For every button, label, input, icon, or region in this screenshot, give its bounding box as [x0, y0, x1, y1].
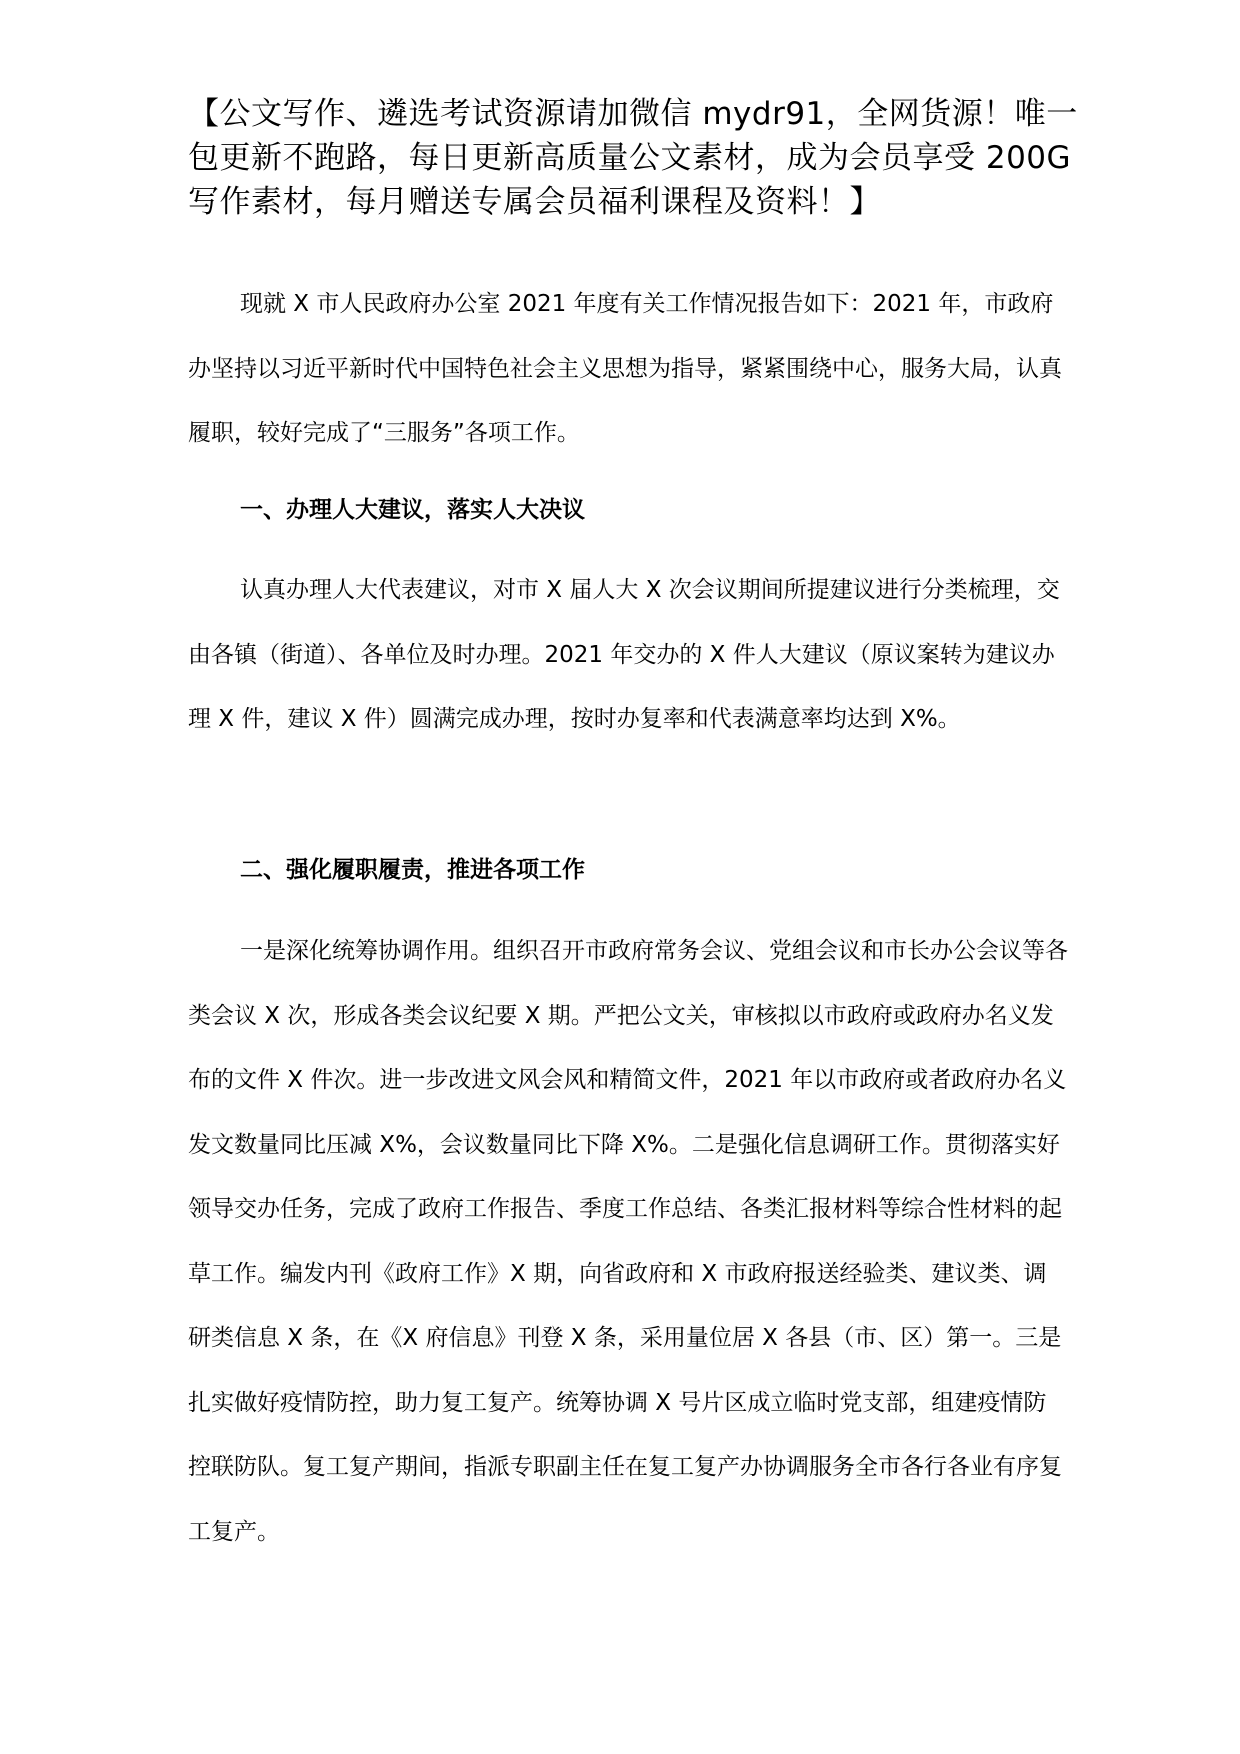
section-2-body — [188, 919, 1068, 1564]
section-1-body — [188, 558, 1068, 752]
intro-text: 现就 X 市人民政府办公室 2021 年度有关工作情况报告如下：2021 年，市政府办坚持以习近平新时代中国特色社会主义思想为指导，紧紧围绕中心，服务大局，认真履职，较好完成了“三服务”各项工作。 — [188, 291, 1062, 446]
section-2-paragraph: 一是深化统筹协调作用。组织召开市政府常务会议、党组会议和市长办公会议等各类会议 X 次，形成各类会议纪要 X 期。严把公文关，审核拟以市政府或政府办名义发布的文件 X 件次。进一步改进文风会风和精简文件，2021 年以市政府或者政府办名义发文数量同比压减 X%，会议数量同比下降 X%。二是强化信息调研工作。贯彻落实好领导交办任务，完成了政府工作报告、季度工作总结、各类汇报材料等综合性材料的起草工作。编发内刊《政府工作》X 期，向省政府和 X 市政府报送经验类、建议类、调研类信息 X 条，在《X 府信息》刊登 X 条，采用量位居 X 各县（市、区）第一。三是扎实做好疫情防控，助力复工复产。统筹协调 X 号片区成立临时党支部，组建疫情防控联防队。复工复产期间，指派专职副主任在复工复产办协调服务全市各行各业有序复工复产。 — [188, 938, 1068, 1545]
section-1-paragraph: 认真办理人大代表建议，对市 X 届人大 X 次会议期间所提建议进行分类梳理，交由各镇（街道）、各单位及时办理。2021 年交办的 X 件人大建议（原议案转为建议办理 X 件，建议 X 件）圆满完成办理，按时办复率和代表满意率均达到 X%。 — [188, 577, 1060, 732]
section-2-heading: 二、强化履职履责，推进各项工作 — [240, 857, 585, 883]
intro-paragraph — [188, 272, 1068, 466]
section-1-heading: 一、办理人大建议，落实人大决议 — [240, 497, 585, 523]
promo-banner: 【公文写作、遴选考试资源请加微信 mydr91，全网货源！唯一包更新不跑路，每日更新高质量公文素材，成为会员享受 200G 写作素材，每月赠送专属会员福利课程及资料！】 — [188, 96, 1078, 220]
